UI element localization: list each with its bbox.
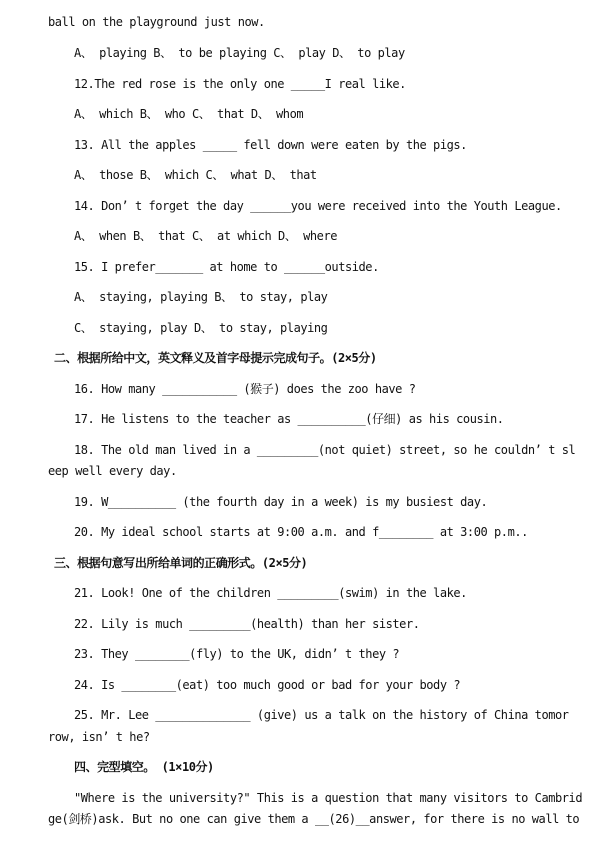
q12-options: A、 which B、 who C、 that D、 whom xyxy=(74,107,304,121)
q11-options: A、 playing B、 to be playing C、 play D、 to play xyxy=(74,46,405,60)
question-21: 21. Look! One of the children _________(swim) in the lake. xyxy=(74,586,467,600)
question-15: 15. I prefer_______ at home to ______outside. xyxy=(74,260,379,274)
cloze-passage-line-1: "Where is the university?" This is a question that many visitors to Cambrid xyxy=(74,791,583,805)
section-2-heading: 二、根据所给中文，英文释义及首字母提示完成句子。(2×5分) xyxy=(54,351,377,365)
question-12: 12.The red rose is the only one _____I real like. xyxy=(74,77,406,91)
section-4-heading: 四、完型填空。 (1×10分) xyxy=(74,760,214,774)
question-18-continued: eep well every day. xyxy=(48,464,177,478)
question-19: 19. W__________ (the fourth day in a week) is my busiest day. xyxy=(74,495,488,509)
question-13: 13. All the apples _____ fell down were eaten by the pigs. xyxy=(74,138,467,152)
question-14: 14. Don’ t forget the day ______you were received into the Youth League. xyxy=(74,199,562,213)
q13-options: A、 those B、 which C、 what D、 that xyxy=(74,168,317,182)
question-22: 22. Lily is much _________(health) than her sister. xyxy=(74,617,420,631)
q15-options-ab: A、 staying, playing B、 to stay, play xyxy=(74,290,328,304)
question-17: 17. He listens to the teacher as __________(仔细) as his cousin. xyxy=(74,412,504,426)
section-3-heading: 三、根据句意写出所给单词的正确形式。(2×5分) xyxy=(54,556,308,570)
question-18: 18. The old man lived in a _________(not quiet) street, so he couldn’ t sl xyxy=(74,443,576,457)
question-23: 23. They ________(fly) to the UK, didn’ t they ? xyxy=(74,647,400,661)
question-25: 25. Mr. Lee ______________ (give) us a talk on the history of China tomor xyxy=(74,708,569,722)
question-24: 24. Is ________(eat) too much good or bad for your body ? xyxy=(74,678,461,692)
q15-options-cd: C、 staying, play D、 to stay, playing xyxy=(74,321,328,335)
question-16: 16. How many ___________ (猴子) does the zoo have ? xyxy=(74,382,416,396)
question-25-continued: row, isn’ t he? xyxy=(48,730,150,744)
question-20: 20. My ideal school starts at 9:00 a.m. and f________ at 3:00 p.m.. xyxy=(74,525,528,539)
q14-options: A、 when B、 that C、 at which D、 where xyxy=(74,229,337,243)
cloze-passage-line-2: ge(剑桥)ask. But no one can give them a __(26)__answer, for there is no wall to xyxy=(48,812,580,826)
passage-line-continued: ball on the playground just now. xyxy=(48,15,265,29)
